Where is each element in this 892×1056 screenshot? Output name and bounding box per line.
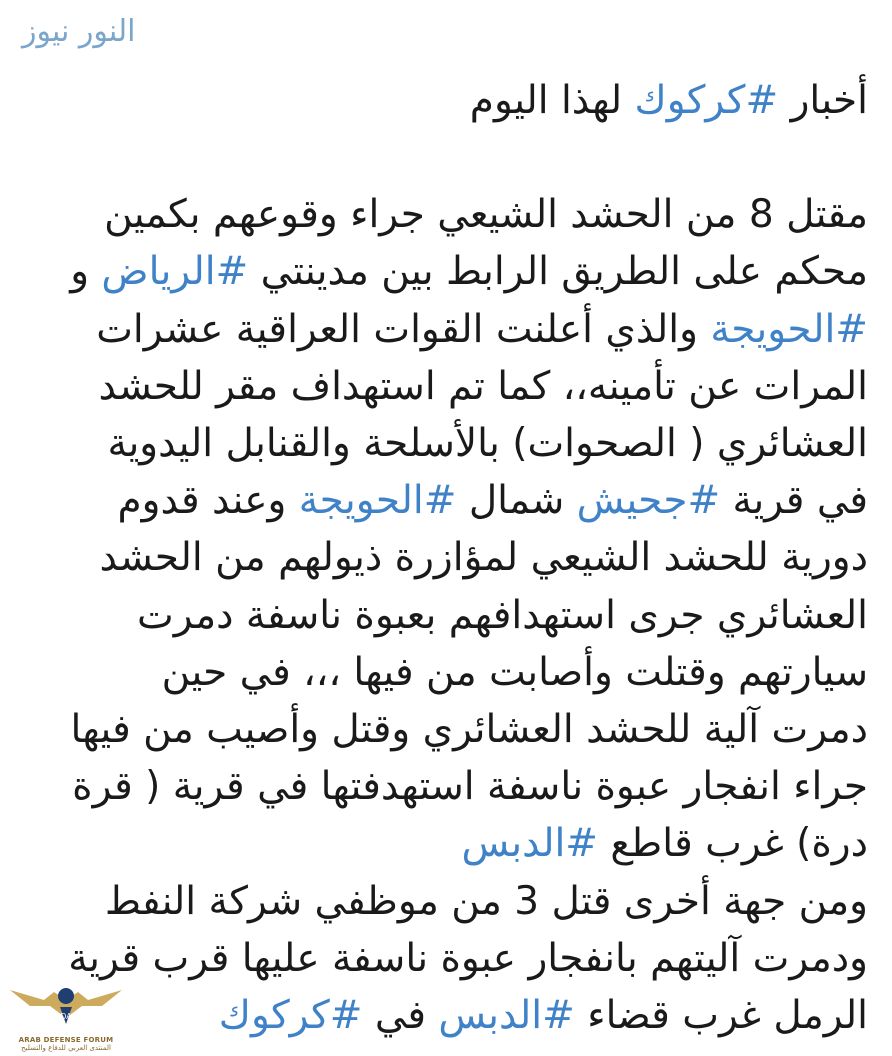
message-line: [28, 587, 868, 644]
message-title-line: [28, 72, 868, 129]
message-body: [28, 72, 868, 1044]
message-line: [28, 815, 868, 872]
message-text: ودمرت آليتهم بانفجار عبوة ناسفة عليها قرب قرية: [68, 935, 868, 981]
message-text: العشائري جرى استهدافهم بعبوة ناسفة دمرت: [137, 592, 868, 638]
message-text: جراء انفجار عبوة ناسفة استهدفتها في قرية ( قرة: [72, 764, 868, 810]
message-line: [28, 301, 868, 358]
forum-watermark-logo: [2, 972, 130, 1056]
hashtag-link[interactable]: #الرياض: [101, 249, 249, 295]
message-text: والذي أعلنت القوات العراقية عشرات: [96, 306, 711, 352]
watermark-bottom-text: المنتدى العربي للدفاع والتسليح: [21, 1044, 111, 1052]
message-line: [28, 873, 868, 930]
message-line: [28, 186, 868, 243]
message-text: المرات عن تأمينه،، كما تم استهداف مقر للحشد: [98, 363, 868, 409]
message-line: [28, 415, 868, 472]
message-line: [28, 472, 868, 529]
message-text: الرمل غرب قضاء: [574, 993, 868, 1039]
hashtag-link[interactable]: #كركوك: [218, 993, 363, 1039]
message-line: [28, 358, 868, 415]
message-line: [28, 987, 868, 1044]
hashtag-link[interactable]: #الحويجة: [710, 306, 868, 352]
title-prefix: أخبار: [778, 78, 868, 123]
message-text: سيارتهم وقتلت وأصابت من فيها ،،، في حين: [161, 649, 868, 695]
title-suffix: لهذا اليوم: [469, 78, 635, 123]
message-line: [28, 930, 868, 987]
message-text: في قرية: [720, 478, 868, 524]
message-text: شمال: [456, 478, 577, 524]
hashtag-link[interactable]: #كركوك: [634, 78, 779, 123]
message-text: في: [362, 993, 439, 1039]
hashtag-link[interactable]: #الحويجة: [298, 478, 457, 524]
message-text: دورية للحشد الشيعي لمؤازرة ذيولهم من الحشد: [99, 535, 868, 581]
hashtag-link[interactable]: #جحيش: [576, 478, 721, 524]
message-text: محكم على الطريق الرابط بين مدينتي: [248, 249, 868, 295]
message-line: [28, 758, 868, 815]
message-line: [28, 529, 868, 586]
message-lines: [28, 186, 868, 1044]
message-line: [28, 701, 868, 758]
message-text: مقتل 8 من الحشد الشيعي جراء وقوعهم بكمين: [104, 192, 868, 238]
message-text: وعند قدوم: [117, 478, 299, 524]
hashtag-link[interactable]: #الدبس: [438, 993, 575, 1039]
message-text: درة) غرب قاطع: [598, 821, 868, 867]
eagle-emblem-icon: [2, 972, 130, 1030]
message-text: العشائري ( الصحوات) بالأسلحة والقنابل اليدوية: [107, 421, 868, 467]
hashtag-link[interactable]: #الدبس: [461, 821, 598, 867]
message-line: [28, 644, 868, 701]
paragraph-spacer: [28, 129, 868, 186]
watermark-top-text: ARAB DEFENSE FORUM: [18, 1036, 114, 1044]
message-text: دمرت آلية للحشد العشائري وقتل وأصيب من فيها: [70, 707, 868, 753]
message-text: و: [70, 249, 102, 295]
message-line: [28, 243, 868, 300]
channel-name[interactable]: النور نيوز: [22, 14, 136, 49]
message-text: ومن جهة أخرى قتل 3 من موظفي شركة النفط: [104, 878, 868, 924]
svg-text:DA: DA: [60, 1012, 72, 1021]
